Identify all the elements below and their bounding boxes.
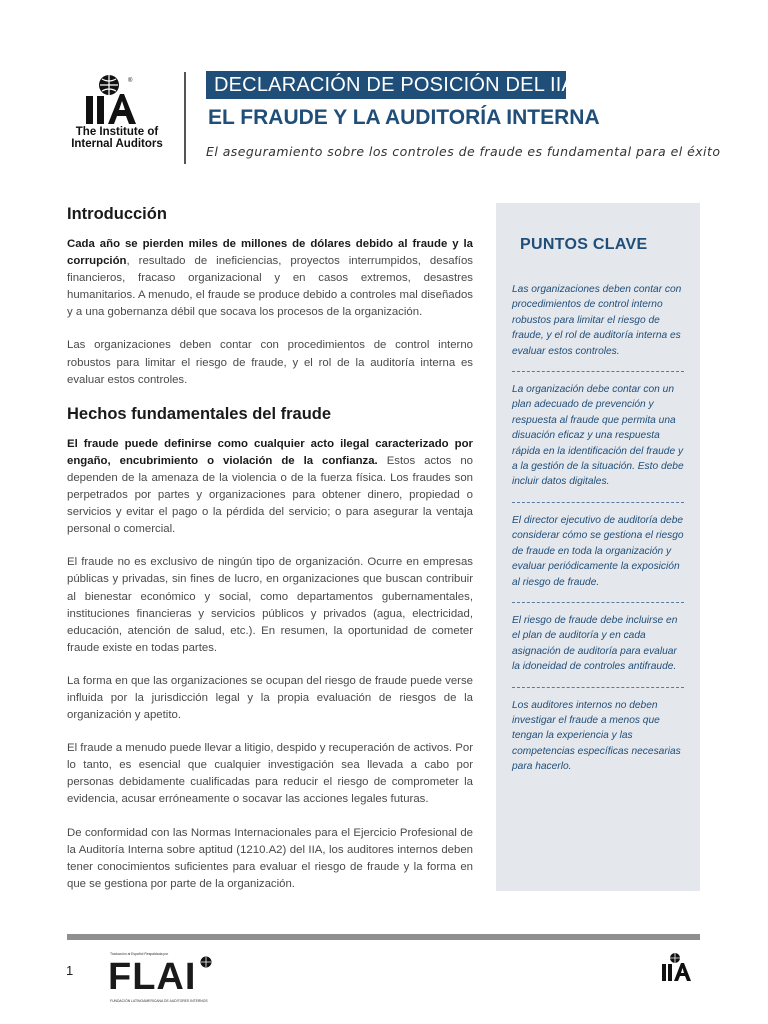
key-points-title: PUNTOS CLAVE — [520, 236, 648, 253]
flai-subtitle: FUNDACIÓN LATINOAMERICANA DE AUDITORES INTERNOS — [110, 999, 208, 1003]
logo-line-1: The Institute of — [75, 126, 159, 138]
key-point: La organización debe contar con un plan adecuado de prevención y respuesta al fraude que permita una disuación eficaz y una respuesta rápida en la identificación del fraude y a la gestión de la situación. Esto debe incluir datos digitales. — [512, 384, 684, 488]
intro-p1-bold: Cada año se pierden miles de millones de dólares debido al fraude y la corrupción — [67, 238, 473, 268]
facts-paragraph-4: El fraude a menudo puede llevar a litigio, despido y recuperación de activos. Por lo tanto, es esencial que cualquier investigación sea llevada a cabo por personas debidamente cualificadas para reducir el riesgo de comprometer la evidencia, acusar erróneamente o socavar las acciones legales futuras. — [67, 742, 473, 806]
flai-wordmark: FLAI — [108, 956, 197, 998]
key-point-divider — [512, 502, 684, 503]
facts-paragraph-1 — [67, 436, 473, 539]
key-point: Los auditores internos no deben investigar el fraude a menos que tengan la experiencia y las competencias específicas necesarias para hacerlo. — [512, 699, 681, 773]
key-points-sidebar — [496, 203, 700, 891]
key-point: Las organizaciones deben contar con procedimientos de control interno robustos para limitar el riesgo de fraude, y el rol de auditoría interna es evaluar estos controles. — [512, 284, 682, 357]
globe-icon — [200, 956, 212, 968]
facts-paragraph-2: El fraude no es exclusivo de ningún tipo de organización. Ocurre en empresas públicas y privadas, sin fines de lucro, en organizaciones que buscan contribuir al bienestar económico y social, como departamentos gubernamentales, instituciones financieras y servicios públicos y privados (agua, electricidad, educación, atención de salud, etc.). En resumen, la oportunidad de cometer fraude existe en todas partes. — [67, 556, 473, 654]
key-points-list — [512, 282, 684, 787]
iia-logo-text — [62, 126, 172, 150]
intro-heading: Introducción — [67, 205, 167, 223]
svg-text:®: ® — [128, 78, 133, 84]
iia-small-logo-icon — [661, 952, 699, 982]
intro-paragraph-1 — [67, 236, 473, 321]
key-point-divider — [512, 602, 684, 603]
key-point-divider — [512, 371, 684, 372]
intro-p1-rest: , resultado de ineficiencias, proyectos interrumpidos, desafíos financieros, fracaso organizacional y en casos extremos, desastres humanitarios. A menudo, el fraude se produce debido a controles mal diseñados y a una gobernanza débil que socava los procesos de la organización. — [67, 255, 473, 319]
key-point: El director ejecutivo de auditoría debe considerar cómo se gestiona el riesgo de fraude en toda la organización y evaluar periódicamente la exposición al riesgo de fraude. — [512, 514, 684, 588]
key-point-divider — [512, 687, 684, 688]
facts-p1-rest: Estos actos no dependen de la amenaza de la violencia o de la fuerza física. Los fraudes son perpetrados por partes y organizaciones para obtener dinero, propiedad o servicios y evitar el pago o la pérdida del servicio; o para asegurar la ventaja personal o comercial. — [67, 454, 473, 536]
facts-p1-bold: El fraude puede definirse como cualquier acto ilegal caracterizado por engaño, encubrimiento o violación de la confianza. — [67, 437, 473, 467]
document-subtitle: El aseguramiento sobre los controles de fraude es fundamental para el éxito — [206, 144, 721, 159]
footer-rule — [67, 934, 700, 940]
iia-logo-mark-icon — [84, 72, 150, 128]
intro-paragraph-2: Las organizaciones deben contar con procedimientos de control interno robustos para limitar el riesgo de fraude, y el rol de la auditoría interna es evaluar estos controles. — [67, 339, 473, 386]
flai-caption: Traducción al Español Respaldada por — [110, 952, 169, 956]
document-title: EL FRAUDE Y LA AUDITORÍA INTERNA — [208, 106, 600, 129]
position-banner-text: DECLARACIÓN DE POSICIÓN DEL IIA — [214, 74, 576, 96]
facts-heading: Hechos fundamentales del fraude — [67, 404, 332, 423]
position-banner — [206, 71, 576, 99]
facts-paragraph-5: De conformidad con las Normas Internacionales para el Ejercicio Profesional de la Auditoría Interna sobre aptitud (1210.A2) del IIA, los auditores internos deben tener conocimientos suficientes para evaluar el riesgo de fraude y la forma en que se gestiona por parte de la organización. — [67, 826, 473, 890]
facts-paragraph-3: La forma en que las organizaciones se ocupan del riesgo de fraude puede verse influida por la jurisdicción legal y la propia evaluación de riesgos de la organización y apetito. — [67, 674, 473, 722]
logo-line-2: Internal Auditors — [71, 138, 163, 150]
main-column — [67, 205, 473, 909]
key-point: El riesgo de fraude debe incluirse en el plan de auditoría y en cada asignación de auditoría para evaluar la idoneidad de controles antifraude. — [512, 614, 678, 673]
iia-logo — [62, 72, 172, 162]
flai-logo — [108, 952, 218, 1008]
header-divider — [184, 72, 186, 164]
page-number: 1 — [66, 963, 74, 978]
